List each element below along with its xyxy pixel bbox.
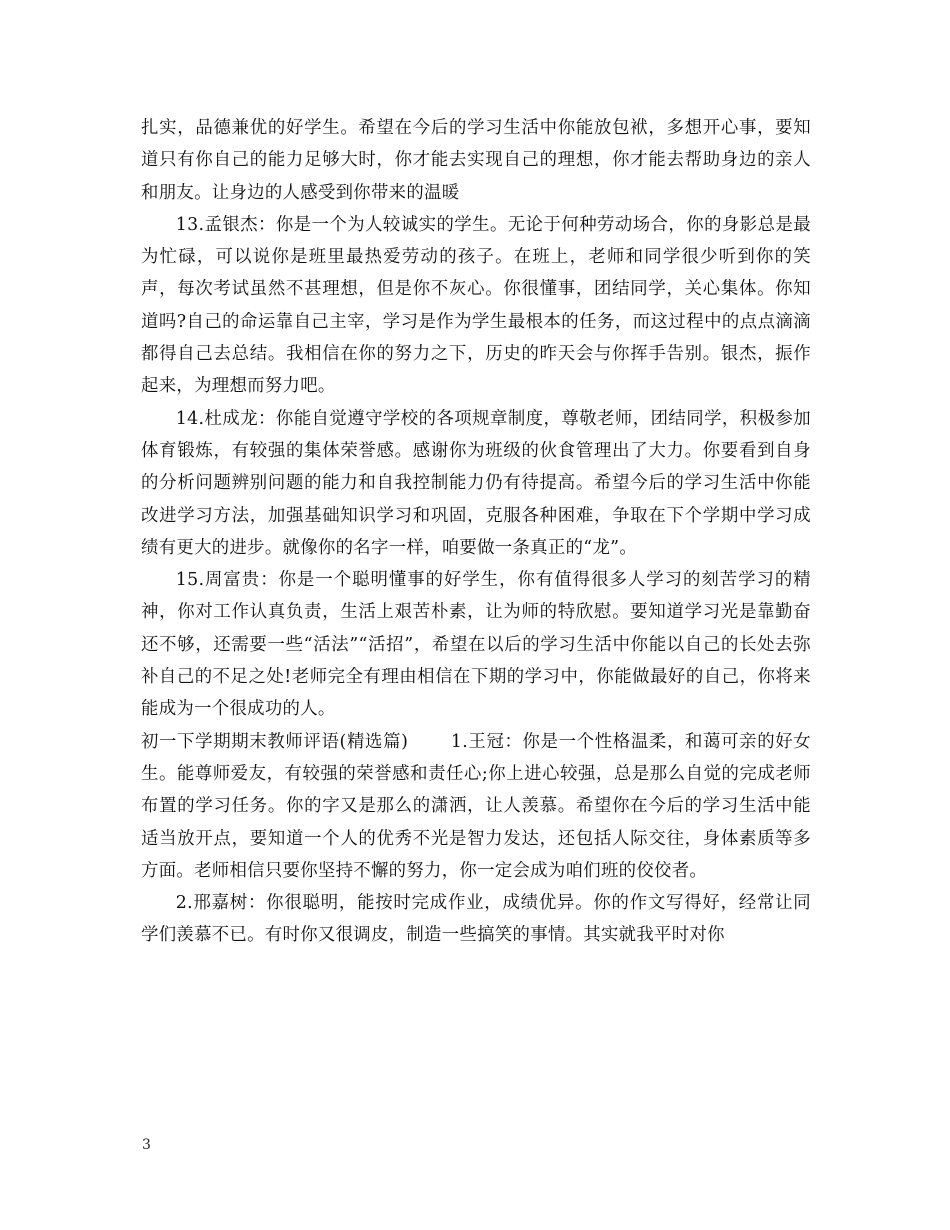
comment-paragraph-2: 2.邢嘉树：你很聪明，能按时完成作业，成绩优异。你的作文写得好，经常让同学们羡慕不已。有时你又很调皮，制造一些搞笑的事情。其实就我平时对你 <box>141 893 811 946</box>
comment-paragraph-13: 13.孟银杰：你是一个为人较诚实的学生。无论于何种劳动场合，你的身影总是最为忙碌，可以说你是班里最热爱劳动的孩子。在班上，老师和同学很少听到你的笑声，每次考试虽然不甚理想，但是你不灰心。你很懂事，团结同学，关心集体。你知道吗?自己的命运靠自己主宰，学习是作为学生最根本的任务，而这过程中的点点滴滴都得自己去总结。我相信在你的努力之下，历史的昨天会与你挥手告别。银杰，振作起来，为理想而努力吧。 <box>141 214 811 397</box>
section-heading-paragraph: 初一下学期期末教师评语(精选篇) 1.王冠：你是一个性格温柔，和蔼可亲的好女生。能尊师爱友，有较强的荣誉感和责任心;你上进心较强，总是那么自觉的完成老师布置的学习任务。你的字又是那么的潇洒，让人羡慕。希望你在今后的学习生活中能适当放开点，要知道一个人的优秀不光是智力发达，还包括人际交往，身体素质等多方面。老师相信只要你坚持不懈的努力，你一定会成为咱们班的佼佼者。 <box>141 731 811 881</box>
paragraph-continuation: 扎实，品德兼优的好学生。希望在今后的学习生活中你能放包袱，多想开心事，要知道只有你自己的能力足够大时，你才能去实现自己的理想，你才能去帮助身边的亲人和朋友。让身边的人感受到你带来的温暖 <box>141 118 811 203</box>
document-body <box>141 112 811 952</box>
comment-paragraph-14: 14.杜成龙：你能自觉遵守学校的各项规章制度，尊敬老师，团结同学，积极参加体育锻炼，有较强的集体荣誉感。感谢你为班级的伙食管理出了大力。你要看到自身的分析问题辨别问题的能力和自我控制能力仍有待提高。希望今后的学习生活中你能改进学习方法，加强基础知识学习和巩固，克服各种困难，争取在下个学期中学习成绩有更大的进步。就像你的名字一样，咱要做一条真正的“龙”。 <box>141 408 811 558</box>
page-number: 3 <box>142 1137 151 1153</box>
comment-paragraph-15: 15.周富贵：你是一个聪明懂事的好学生，你有值得很多人学习的刻苦学习的精神，你对工作认真负责，生活上艰苦朴素，让为师的特欣慰。要知道学习光是靠勤奋还不够，还需要一些“活法”“活招”，希望在以后的学习生活中你能以自己的长处去弥补自己的不足之处!老师完全有理由相信在下期的学习中，你能做最好的自己，你将来能成为一个很成功的人。 <box>141 570 811 720</box>
